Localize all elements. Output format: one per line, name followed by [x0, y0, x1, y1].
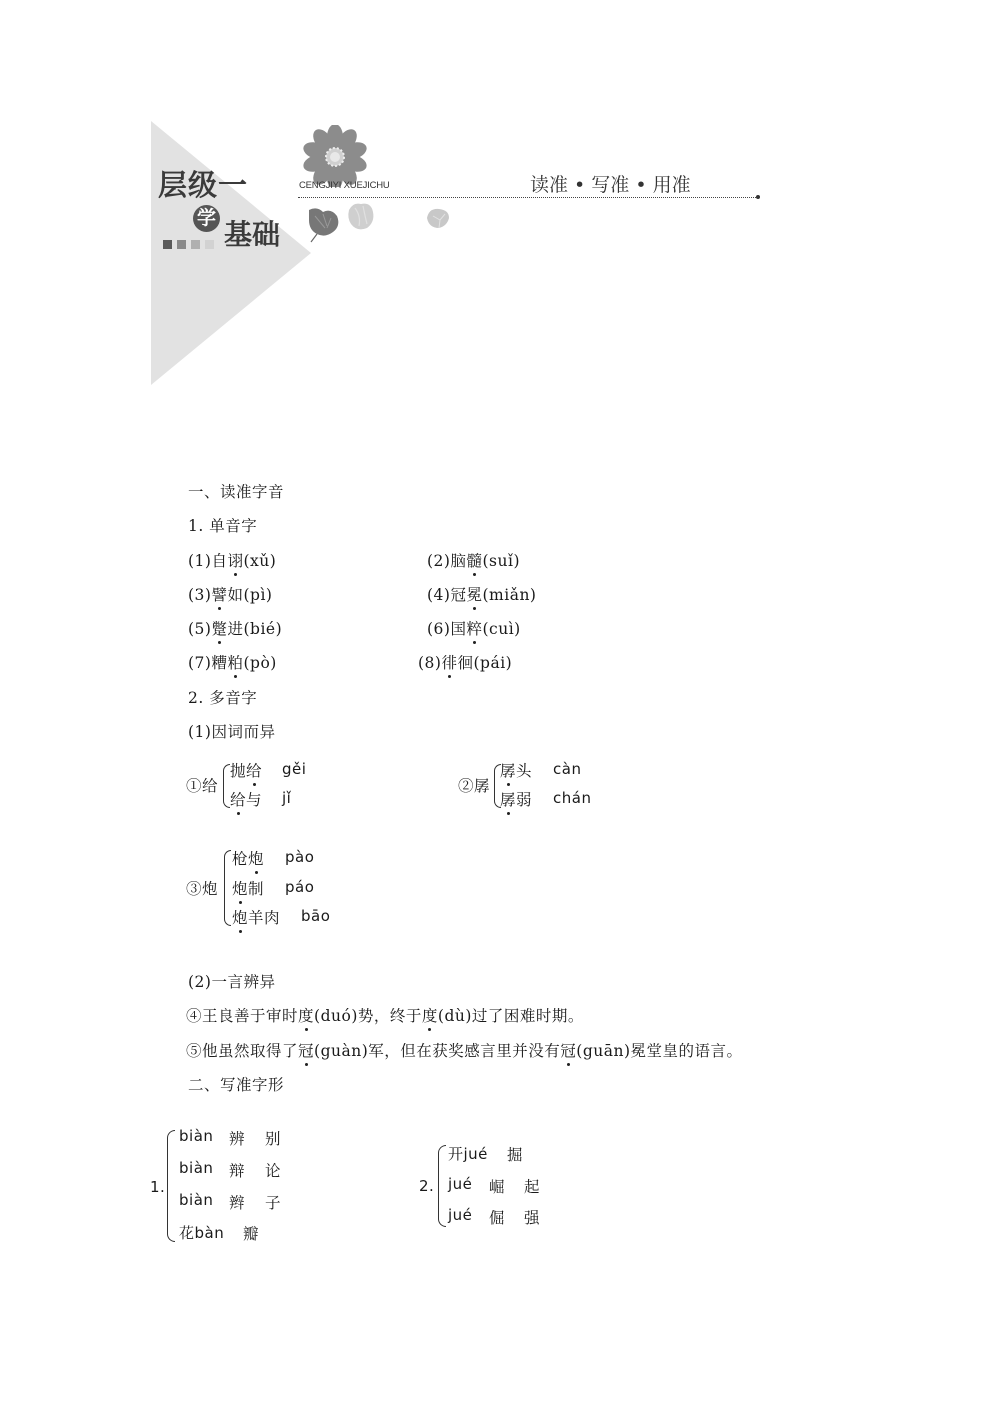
banner-pinyin: CENGJIYI XUEJICHU: [299, 180, 390, 191]
row-char: 子: [265, 1194, 282, 1212]
left-brace: [167, 1130, 175, 1242]
emphasized-char: 粕: [227, 651, 243, 673]
item-number: (7): [188, 654, 212, 672]
item-pinyin: (pái): [473, 654, 513, 672]
subheading-one-sentence: (2)一言辨异: [188, 973, 276, 991]
item-char: 冠: [450, 586, 467, 604]
item-char: 徊: [457, 654, 474, 672]
row-pinyin: bāo: [301, 907, 331, 925]
left-brace: [223, 764, 230, 808]
row-char: 起: [524, 1178, 541, 1196]
sentence-text: (guān)冕堂皇的语言。: [576, 1042, 743, 1060]
item-char: 脑: [450, 552, 467, 570]
square-4: [205, 240, 214, 249]
single-sound-item: [188, 583, 272, 605]
row-char: 掘: [507, 1146, 524, 1164]
group-label: 1.: [150, 1178, 166, 1196]
flower-large-icon: [300, 125, 370, 187]
item-number: (5): [188, 620, 212, 638]
banner-title-foundation: 基础: [224, 218, 281, 251]
group-row: [500, 759, 532, 781]
row-pinyin: jué: [448, 1206, 473, 1224]
section-heading-writing: 二、写准字形: [188, 1076, 285, 1094]
subheading-single-sound: 1. 单音字: [188, 517, 258, 535]
group-row: [232, 877, 264, 899]
row-pinyin: jǐ: [282, 789, 292, 807]
item-pinyin: (pì): [243, 586, 273, 604]
group-label: ①给: [186, 777, 219, 795]
emphasized-char: 给: [246, 759, 262, 781]
flower-tiny-light-icon: [425, 206, 451, 230]
flower-small-dark-icon: [303, 204, 343, 244]
item-pinyin: (bié): [243, 620, 283, 638]
banner-xue-badge: 学: [193, 205, 220, 232]
emphasized-char: 炮: [232, 906, 248, 928]
emphasized-char: 譬: [211, 583, 227, 605]
emphasized-char: 炮: [232, 877, 248, 899]
item-number: (3): [188, 586, 212, 604]
single-sound-item: [418, 651, 512, 673]
group-row: [500, 788, 532, 810]
subheading-multi-sound: 2. 多音字: [188, 689, 258, 707]
row-pinyin: biàn: [179, 1127, 214, 1145]
item-pinyin: (xǔ): [243, 552, 277, 570]
emphasized-char: 诩: [227, 549, 243, 571]
square-2: [177, 240, 186, 249]
square-3: [191, 240, 200, 249]
item-pinyin: (suǐ): [482, 552, 520, 570]
group-row: [232, 847, 264, 869]
flower-small-light-icon: [345, 200, 377, 232]
item-number: (8): [418, 654, 442, 672]
emphasized-char: 度: [298, 1004, 314, 1026]
emphasized-char: 孱: [500, 788, 516, 810]
sentence-text: ⑤他虽然取得了: [186, 1042, 299, 1060]
single-sound-item: [427, 617, 521, 639]
row-pinyin: pào: [285, 848, 315, 866]
single-sound-item: [188, 617, 282, 639]
item-pinyin: (miǎn): [482, 586, 537, 604]
row-char: 头: [516, 762, 533, 780]
group-row: [232, 906, 280, 928]
group-label: ③炮: [186, 880, 219, 898]
emphasized-char: 徘: [441, 651, 457, 673]
sentence-text: (duó)势，终于: [314, 1007, 422, 1025]
item-char: 国: [450, 620, 467, 638]
row-pinyin: gěi: [282, 760, 307, 778]
example-sentence: [186, 1004, 584, 1026]
emphasized-char: 孱: [500, 759, 516, 781]
sentence-text: (dù)过了困难时期。: [437, 1007, 584, 1025]
row-pinyin: biàn: [179, 1191, 214, 1209]
row-pinyin: biàn: [179, 1159, 214, 1177]
banner-title-level: 层级一: [158, 168, 249, 202]
item-number: (2): [427, 552, 451, 570]
group-row: [230, 788, 262, 810]
row-char: 别: [265, 1130, 282, 1148]
group-label: 2.: [419, 1177, 435, 1195]
row-char: 强: [524, 1209, 541, 1227]
row-char: 枪: [232, 850, 249, 868]
emphasized-char: 冠: [298, 1039, 314, 1061]
banner-dotted-rule: [298, 197, 756, 198]
subheading-by-word: (1)因词而异: [188, 723, 276, 741]
left-brace: [438, 1145, 446, 1227]
item-pinyin: (cuì): [482, 620, 521, 638]
row-char: 论: [265, 1162, 282, 1180]
sentence-text: ④王良善于审时: [186, 1007, 299, 1025]
item-char: 糟: [211, 654, 228, 672]
row-pinyin: jué: [448, 1175, 473, 1193]
item-pinyin: (pò): [243, 654, 277, 672]
square-1: [163, 240, 172, 249]
row-pinyin: páo: [285, 878, 315, 896]
emphasized-char: 髓: [466, 549, 482, 571]
group-row: [230, 759, 262, 781]
row-char: 制: [248, 880, 265, 898]
item-number: (6): [427, 620, 451, 638]
emphasized-char: 粹: [466, 617, 482, 639]
item-number: (4): [427, 586, 451, 604]
row-pinyin: chán: [553, 789, 592, 807]
section-heading-pronunciation: 一、读准字音: [188, 483, 285, 501]
row-pinyin: 开jué: [448, 1145, 488, 1163]
item-char: 进: [227, 620, 244, 638]
decorative-squares: [163, 240, 214, 249]
single-sound-item: [427, 549, 520, 571]
emphasized-char: 冠: [560, 1039, 576, 1061]
row-char: 抛: [230, 762, 247, 780]
group-label: ②孱: [458, 777, 491, 795]
row-char: 羊肉: [248, 909, 281, 927]
item-char: 如: [227, 586, 244, 604]
row-pinyin: 花bàn: [179, 1224, 225, 1242]
emphasized-char: 给: [230, 788, 246, 810]
banner-triangle: [151, 121, 311, 385]
row-char: 辩: [229, 1162, 246, 1180]
row-char: 崛: [489, 1178, 506, 1196]
single-sound-item: [188, 549, 276, 571]
banner-motto: 读准 • 写准 • 用准: [530, 174, 691, 196]
row-char: 辨: [229, 1130, 246, 1148]
row-char: 瓣: [243, 1225, 260, 1243]
left-brace: [224, 850, 231, 926]
row-char: 辫: [229, 1194, 246, 1212]
emphasized-char: 度: [422, 1004, 438, 1026]
emphasized-char: 冕: [466, 583, 482, 605]
sentence-text: (guàn)军，但在获奖感言里并没有: [314, 1042, 561, 1060]
single-sound-item: [427, 583, 536, 605]
row-pinyin: càn: [553, 760, 582, 778]
emphasized-char: 炮: [248, 847, 264, 869]
row-char: 倔: [489, 1209, 506, 1227]
single-sound-item: [188, 651, 277, 673]
item-char: 自: [211, 552, 228, 570]
row-char: 与: [246, 791, 263, 809]
example-sentence: [186, 1039, 743, 1061]
emphasized-char: 蹩: [211, 617, 227, 639]
row-char: 弱: [516, 791, 533, 809]
item-number: (1): [188, 552, 212, 570]
